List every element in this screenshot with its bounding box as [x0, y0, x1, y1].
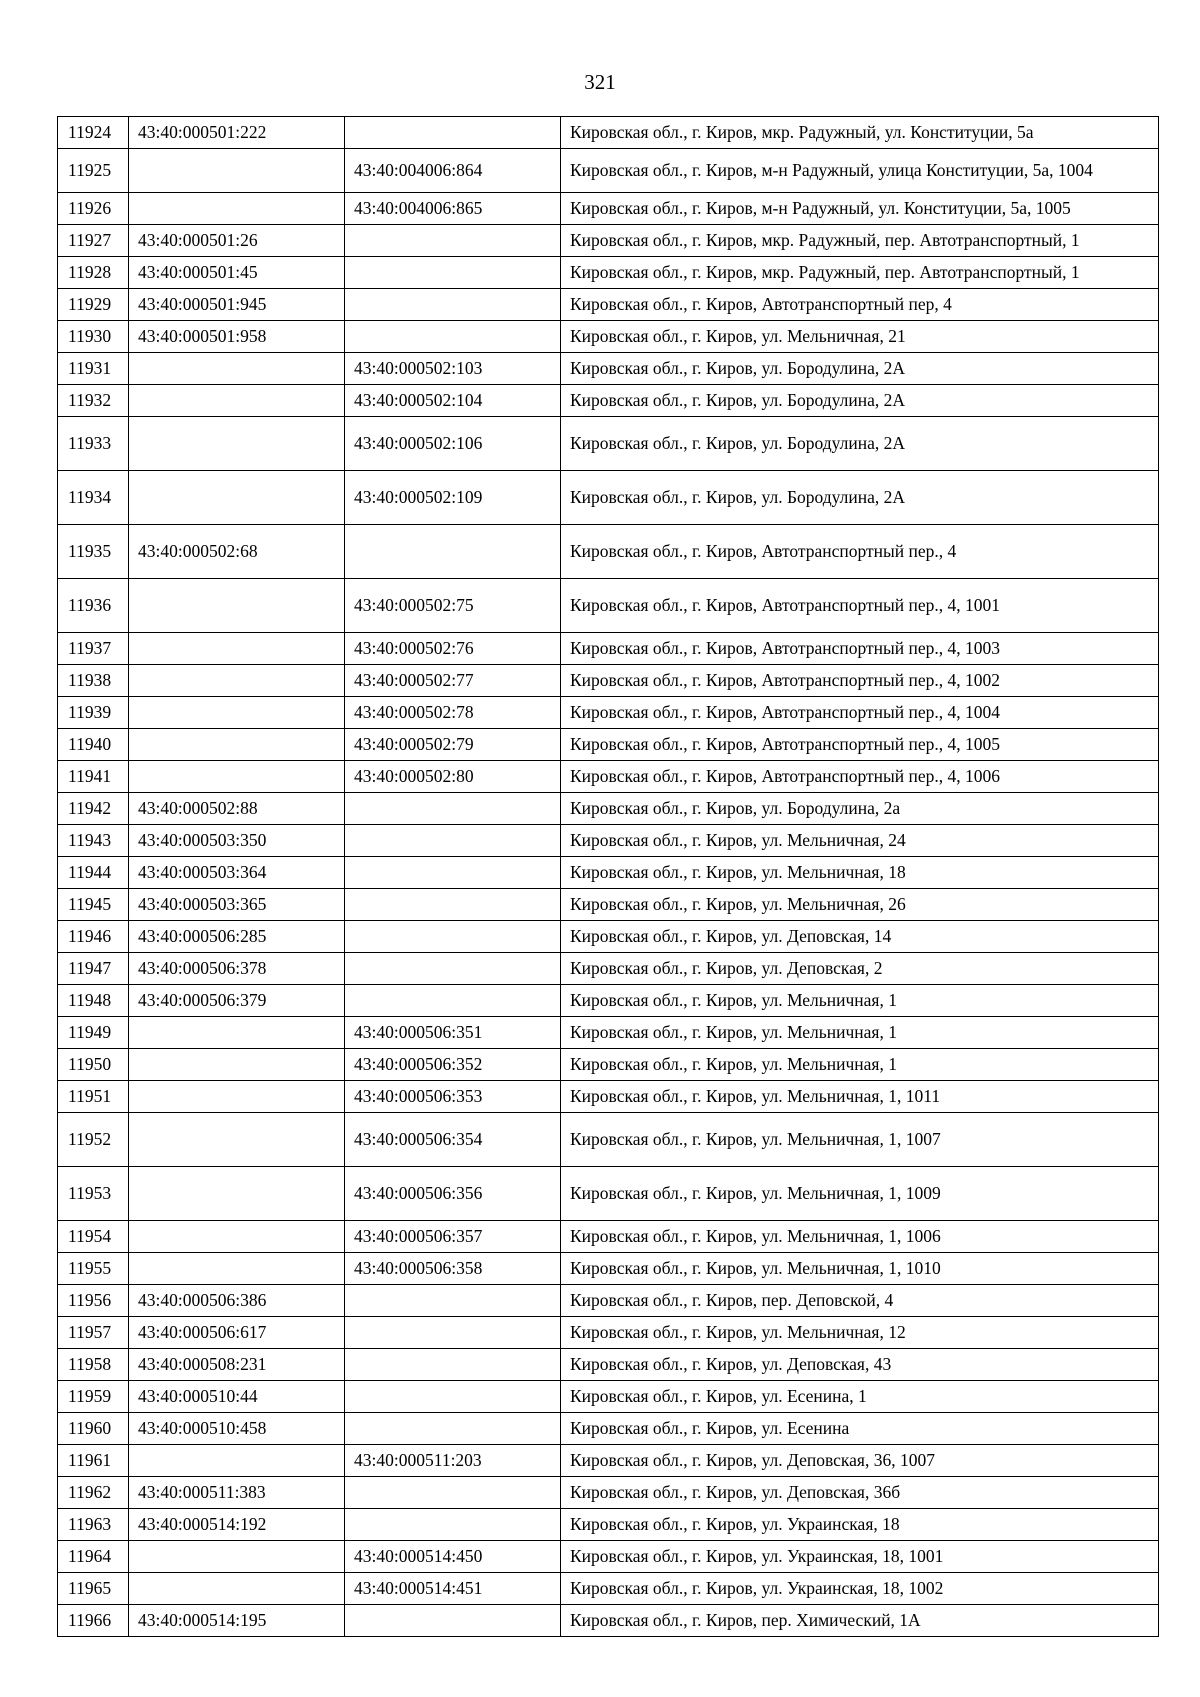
cadastral-number-cell [129, 633, 345, 665]
row-number-cell: 11957 [58, 1317, 129, 1349]
object-cadastral-number-cell: 43:40:000502:77 [345, 665, 561, 697]
address-cell: Кировская обл., г. Киров, м-н Радужный, ул. Конституции, 5а, 1005 [561, 193, 1159, 225]
address-cell: Кировская обл., г. Киров, ул. Деповская, 43 [561, 1349, 1159, 1381]
cadastral-number-cell: 43:40:000506:378 [129, 953, 345, 985]
row-number-cell: 11929 [58, 289, 129, 321]
cadastral-number-cell [129, 353, 345, 385]
table-row [58, 761, 1159, 793]
object-cadastral-number-cell: 43:40:000506:351 [345, 1017, 561, 1049]
row-number-cell: 11942 [58, 793, 129, 825]
address-cell: Кировская обл., г. Киров, ул. Мельничная, 18 [561, 857, 1159, 889]
address-cell: Кировская обл., г. Киров, ул. Мельничная, 26 [561, 889, 1159, 921]
object-cadastral-number-cell [345, 985, 561, 1017]
object-cadastral-number-cell [345, 1381, 561, 1413]
table-row [58, 1285, 1159, 1317]
table-row [58, 1253, 1159, 1285]
cadastral-number-cell [129, 1573, 345, 1605]
row-number-cell: 11925 [58, 149, 129, 193]
table-row [58, 793, 1159, 825]
object-cadastral-number-cell: 43:40:000506:358 [345, 1253, 561, 1285]
cadastral-number-cell: 43:40:000506:617 [129, 1317, 345, 1349]
row-number-cell: 11950 [58, 1049, 129, 1081]
address-cell: Кировская обл., г. Киров, ул. Мельничная, 1 [561, 985, 1159, 1017]
page-number: 321 [584, 70, 616, 94]
object-cadastral-number-cell: 43:40:000514:451 [345, 1573, 561, 1605]
cadastral-number-cell: 43:40:000502:88 [129, 793, 345, 825]
row-number-cell: 11946 [58, 921, 129, 953]
row-number-cell: 11944 [58, 857, 129, 889]
object-cadastral-number-cell [345, 321, 561, 353]
cadastral-number-cell: 43:40:000501:26 [129, 225, 345, 257]
table-row [58, 1113, 1159, 1167]
row-number-cell: 11935 [58, 525, 129, 579]
object-cadastral-number-cell [345, 1349, 561, 1381]
object-cadastral-number-cell [345, 117, 561, 149]
table-row [58, 1221, 1159, 1253]
address-cell: Кировская обл., г. Киров, мкр. Радужный, пер. Автотранспортный, 1 [561, 225, 1159, 257]
table-row [58, 633, 1159, 665]
row-number-cell: 11958 [58, 1349, 129, 1381]
row-number-cell: 11939 [58, 697, 129, 729]
cadastral-number-cell: 43:40:000510:44 [129, 1381, 345, 1413]
object-cadastral-number-cell [345, 1477, 561, 1509]
cadastral-number-cell [129, 697, 345, 729]
object-cadastral-number-cell: 43:40:000514:450 [345, 1541, 561, 1573]
table-row [58, 953, 1159, 985]
table-row [58, 321, 1159, 353]
cadastral-number-cell [129, 761, 345, 793]
row-number-cell: 11927 [58, 225, 129, 257]
object-cadastral-number-cell [345, 1285, 561, 1317]
object-cadastral-number-cell [345, 825, 561, 857]
cadastral-number-cell [129, 665, 345, 697]
table-row [58, 1349, 1159, 1381]
row-number-cell: 11947 [58, 953, 129, 985]
address-cell: Кировская обл., г. Киров, ул. Мельничная, 1, 1009 [561, 1167, 1159, 1221]
address-cell: Кировская обл., г. Киров, ул. Украинская, 18, 1001 [561, 1541, 1159, 1573]
address-cell: Кировская обл., г. Киров, ул. Бородулина, 2А [561, 353, 1159, 385]
cadastral-number-cell [129, 471, 345, 525]
address-cell: Кировская обл., г. Киров, ул. Бородулина, 2а [561, 793, 1159, 825]
address-cell: Кировская обл., г. Киров, Автотранспортный пер., 4, 1006 [561, 761, 1159, 793]
address-cell: Кировская обл., г. Киров, ул. Мельничная, 1, 1011 [561, 1081, 1159, 1113]
address-cell: Кировская обл., г. Киров, мкр. Радужный, пер. Автотранспортный, 1 [561, 257, 1159, 289]
address-cell: Кировская обл., г. Киров, ул. Деповская, 36б [561, 1477, 1159, 1509]
table-row [58, 417, 1159, 471]
table-row [58, 289, 1159, 321]
address-cell: Кировская обл., г. Киров, ул. Есенина [561, 1413, 1159, 1445]
table-row [58, 1477, 1159, 1509]
cadastral-number-cell: 43:40:000514:195 [129, 1605, 345, 1637]
row-number-cell: 11953 [58, 1167, 129, 1221]
address-cell: Кировская обл., г. Киров, ул. Мельничная, 1 [561, 1049, 1159, 1081]
table-row [58, 193, 1159, 225]
cadastral-number-cell [129, 1253, 345, 1285]
row-number-cell: 11937 [58, 633, 129, 665]
object-cadastral-number-cell [345, 257, 561, 289]
table-row [58, 1317, 1159, 1349]
row-number-cell: 11960 [58, 1413, 129, 1445]
row-number-cell: 11940 [58, 729, 129, 761]
row-number-cell: 11949 [58, 1017, 129, 1049]
object-cadastral-number-cell [345, 1605, 561, 1637]
row-number-cell: 11943 [58, 825, 129, 857]
cadastral-number-cell [129, 1221, 345, 1253]
table-row [58, 665, 1159, 697]
row-number-cell: 11928 [58, 257, 129, 289]
cadastral-number-cell: 43:40:000503:365 [129, 889, 345, 921]
table-row [58, 729, 1159, 761]
table-row [58, 1049, 1159, 1081]
address-cell: Кировская обл., г. Киров, м-н Радужный, улица Конституции, 5а, 1004 [561, 149, 1159, 193]
cadastral-number-cell [129, 1113, 345, 1167]
object-cadastral-number-cell: 43:40:000502:80 [345, 761, 561, 793]
address-cell: Кировская обл., г. Киров, Автотранспортный пер., 4 [561, 525, 1159, 579]
cadastral-number-cell [129, 1167, 345, 1221]
row-number-cell: 11924 [58, 117, 129, 149]
object-cadastral-number-cell: 43:40:000506:357 [345, 1221, 561, 1253]
table-row [58, 985, 1159, 1017]
row-number-cell: 11951 [58, 1081, 129, 1113]
table-row [58, 1167, 1159, 1221]
row-number-cell: 11934 [58, 471, 129, 525]
table-row [58, 889, 1159, 921]
address-cell: Кировская обл., г. Киров, пер. Химический, 1А [561, 1605, 1159, 1637]
row-number-cell: 11933 [58, 417, 129, 471]
table-row [58, 525, 1159, 579]
row-number-cell: 11956 [58, 1285, 129, 1317]
row-number-cell: 11941 [58, 761, 129, 793]
row-number-cell: 11938 [58, 665, 129, 697]
address-cell: Кировская обл., г. Киров, ул. Мельничная, 1, 1007 [561, 1113, 1159, 1167]
address-cell: Кировская обл., г. Киров, Автотранспортный пер., 4, 1002 [561, 665, 1159, 697]
table-row [58, 149, 1159, 193]
object-cadastral-number-cell [345, 857, 561, 889]
object-cadastral-number-cell: 43:40:000506:356 [345, 1167, 561, 1221]
cadastral-number-cell: 43:40:000502:68 [129, 525, 345, 579]
cadastral-number-cell: 43:40:000501:958 [129, 321, 345, 353]
object-cadastral-number-cell: 43:40:000506:352 [345, 1049, 561, 1081]
address-cell: Кировская обл., г. Киров, ул. Бородулина, 2А [561, 417, 1159, 471]
table-row [58, 1541, 1159, 1573]
table-row [58, 1081, 1159, 1113]
cadastral-number-cell [129, 417, 345, 471]
address-cell: Кировская обл., г. Киров, ул. Украинская, 18 [561, 1509, 1159, 1541]
address-cell: Кировская обл., г. Киров, Автотранспортный пер., 4, 1001 [561, 579, 1159, 633]
address-cell: Кировская обл., г. Киров, ул. Деповская, 2 [561, 953, 1159, 985]
table-row [58, 1605, 1159, 1637]
table-row [58, 1573, 1159, 1605]
cadastral-number-cell: 43:40:000508:231 [129, 1349, 345, 1381]
row-number-cell: 11954 [58, 1221, 129, 1253]
cadastral-number-cell: 43:40:000501:222 [129, 117, 345, 149]
cadastral-number-cell [129, 193, 345, 225]
cadastral-number-cell [129, 1017, 345, 1049]
table-row [58, 1381, 1159, 1413]
address-cell: Кировская обл., г. Киров, ул. Мельничная, 21 [561, 321, 1159, 353]
cadastral-number-cell: 43:40:000510:458 [129, 1413, 345, 1445]
table-row [58, 579, 1159, 633]
object-cadastral-number-cell [345, 289, 561, 321]
table-row [58, 921, 1159, 953]
cadastral-number-cell: 43:40:000503:364 [129, 857, 345, 889]
table-row [58, 471, 1159, 525]
cadastral-number-cell [129, 579, 345, 633]
cadastral-number-cell [129, 729, 345, 761]
cadastral-number-cell: 43:40:000503:350 [129, 825, 345, 857]
object-cadastral-number-cell [345, 953, 561, 985]
table-row [58, 1017, 1159, 1049]
object-cadastral-number-cell: 43:40:000502:75 [345, 579, 561, 633]
row-number-cell: 11966 [58, 1605, 129, 1637]
row-number-cell: 11930 [58, 321, 129, 353]
object-cadastral-number-cell: 43:40:000502:79 [345, 729, 561, 761]
object-cadastral-number-cell: 43:40:000506:354 [345, 1113, 561, 1167]
row-number-cell: 11964 [58, 1541, 129, 1573]
table-row [58, 825, 1159, 857]
object-cadastral-number-cell: 43:40:000506:353 [345, 1081, 561, 1113]
object-cadastral-number-cell [345, 1413, 561, 1445]
row-number-cell: 11961 [58, 1445, 129, 1477]
row-number-cell: 11963 [58, 1509, 129, 1541]
address-cell: Кировская обл., г. Киров, ул. Деповская, 14 [561, 921, 1159, 953]
row-number-cell: 11952 [58, 1113, 129, 1167]
object-cadastral-number-cell: 43:40:000502:103 [345, 353, 561, 385]
cadastral-number-cell: 43:40:000506:379 [129, 985, 345, 1017]
row-number-cell: 11948 [58, 985, 129, 1017]
row-number-cell: 11932 [58, 385, 129, 417]
table-row [58, 353, 1159, 385]
object-cadastral-number-cell [345, 793, 561, 825]
object-cadastral-number-cell [345, 1509, 561, 1541]
address-cell: Кировская обл., г. Киров, пер. Деповской, 4 [561, 1285, 1159, 1317]
table-row [58, 1509, 1159, 1541]
table-row [58, 1445, 1159, 1477]
address-cell: Кировская обл., г. Киров, ул. Есенина, 1 [561, 1381, 1159, 1413]
row-number-cell: 11945 [58, 889, 129, 921]
address-cell: Кировская обл., г. Киров, ул. Мельничная, 1, 1010 [561, 1253, 1159, 1285]
address-cell: Кировская обл., г. Киров, ул. Мельничная, 1 [561, 1017, 1159, 1049]
row-number-cell: 11959 [58, 1381, 129, 1413]
cadastral-number-cell: 43:40:000506:386 [129, 1285, 345, 1317]
object-cadastral-number-cell: 43:40:000502:104 [345, 385, 561, 417]
table-row [58, 1413, 1159, 1445]
object-cadastral-number-cell [345, 525, 561, 579]
cadastral-number-cell [129, 149, 345, 193]
registry-table-body [58, 117, 1159, 1637]
cadastral-number-cell [129, 1541, 345, 1573]
address-cell: Кировская обл., г. Киров, ул. Мельничная, 12 [561, 1317, 1159, 1349]
table-row [58, 117, 1159, 149]
table-row [58, 225, 1159, 257]
cadastral-number-cell [129, 1049, 345, 1081]
address-cell: Кировская обл., г. Киров, ул. Мельничная, 24 [561, 825, 1159, 857]
object-cadastral-number-cell: 43:40:000502:106 [345, 417, 561, 471]
address-cell: Кировская обл., г. Киров, ул. Украинская, 18, 1002 [561, 1573, 1159, 1605]
object-cadastral-number-cell: 43:40:000502:76 [345, 633, 561, 665]
address-cell: Кировская обл., г. Киров, мкр. Радужный, ул. Конституции, 5а [561, 117, 1159, 149]
cadastral-number-cell [129, 1445, 345, 1477]
table-row [58, 385, 1159, 417]
table-row [58, 257, 1159, 289]
object-cadastral-number-cell [345, 921, 561, 953]
cadastral-number-cell: 43:40:000511:383 [129, 1477, 345, 1509]
object-cadastral-number-cell: 43:40:004006:865 [345, 193, 561, 225]
row-number-cell: 11965 [58, 1573, 129, 1605]
address-cell: Кировская обл., г. Киров, Автотранспортный пер., 4, 1005 [561, 729, 1159, 761]
object-cadastral-number-cell [345, 1317, 561, 1349]
row-number-cell: 11926 [58, 193, 129, 225]
address-cell: Кировская обл., г. Киров, Автотранспортный пер, 4 [561, 289, 1159, 321]
row-number-cell: 11931 [58, 353, 129, 385]
address-cell: Кировская обл., г. Киров, ул. Бородулина, 2А [561, 385, 1159, 417]
cadastral-number-cell [129, 385, 345, 417]
address-cell: Кировская обл., г. Киров, ул. Деповская, 36, 1007 [561, 1445, 1159, 1477]
cadastral-number-cell [129, 1081, 345, 1113]
row-number-cell: 11936 [58, 579, 129, 633]
object-cadastral-number-cell: 43:40:000502:78 [345, 697, 561, 729]
cadastral-number-cell: 43:40:000501:45 [129, 257, 345, 289]
registry-table [57, 116, 1159, 1637]
cadastral-number-cell: 43:40:000514:192 [129, 1509, 345, 1541]
cadastral-number-cell: 43:40:000501:945 [129, 289, 345, 321]
address-cell: Кировская обл., г. Киров, ул. Мельничная, 1, 1006 [561, 1221, 1159, 1253]
object-cadastral-number-cell: 43:40:004006:864 [345, 149, 561, 193]
address-cell: Кировская обл., г. Киров, Автотранспортный пер., 4, 1003 [561, 633, 1159, 665]
table-row [58, 857, 1159, 889]
cadastral-number-cell: 43:40:000506:285 [129, 921, 345, 953]
address-cell: Кировская обл., г. Киров, Автотранспортный пер., 4, 1004 [561, 697, 1159, 729]
row-number-cell: 11955 [58, 1253, 129, 1285]
object-cadastral-number-cell: 43:40:000511:203 [345, 1445, 561, 1477]
row-number-cell: 11962 [58, 1477, 129, 1509]
object-cadastral-number-cell [345, 225, 561, 257]
address-cell: Кировская обл., г. Киров, ул. Бородулина, 2А [561, 471, 1159, 525]
object-cadastral-number-cell: 43:40:000502:109 [345, 471, 561, 525]
table-row [58, 697, 1159, 729]
object-cadastral-number-cell [345, 889, 561, 921]
